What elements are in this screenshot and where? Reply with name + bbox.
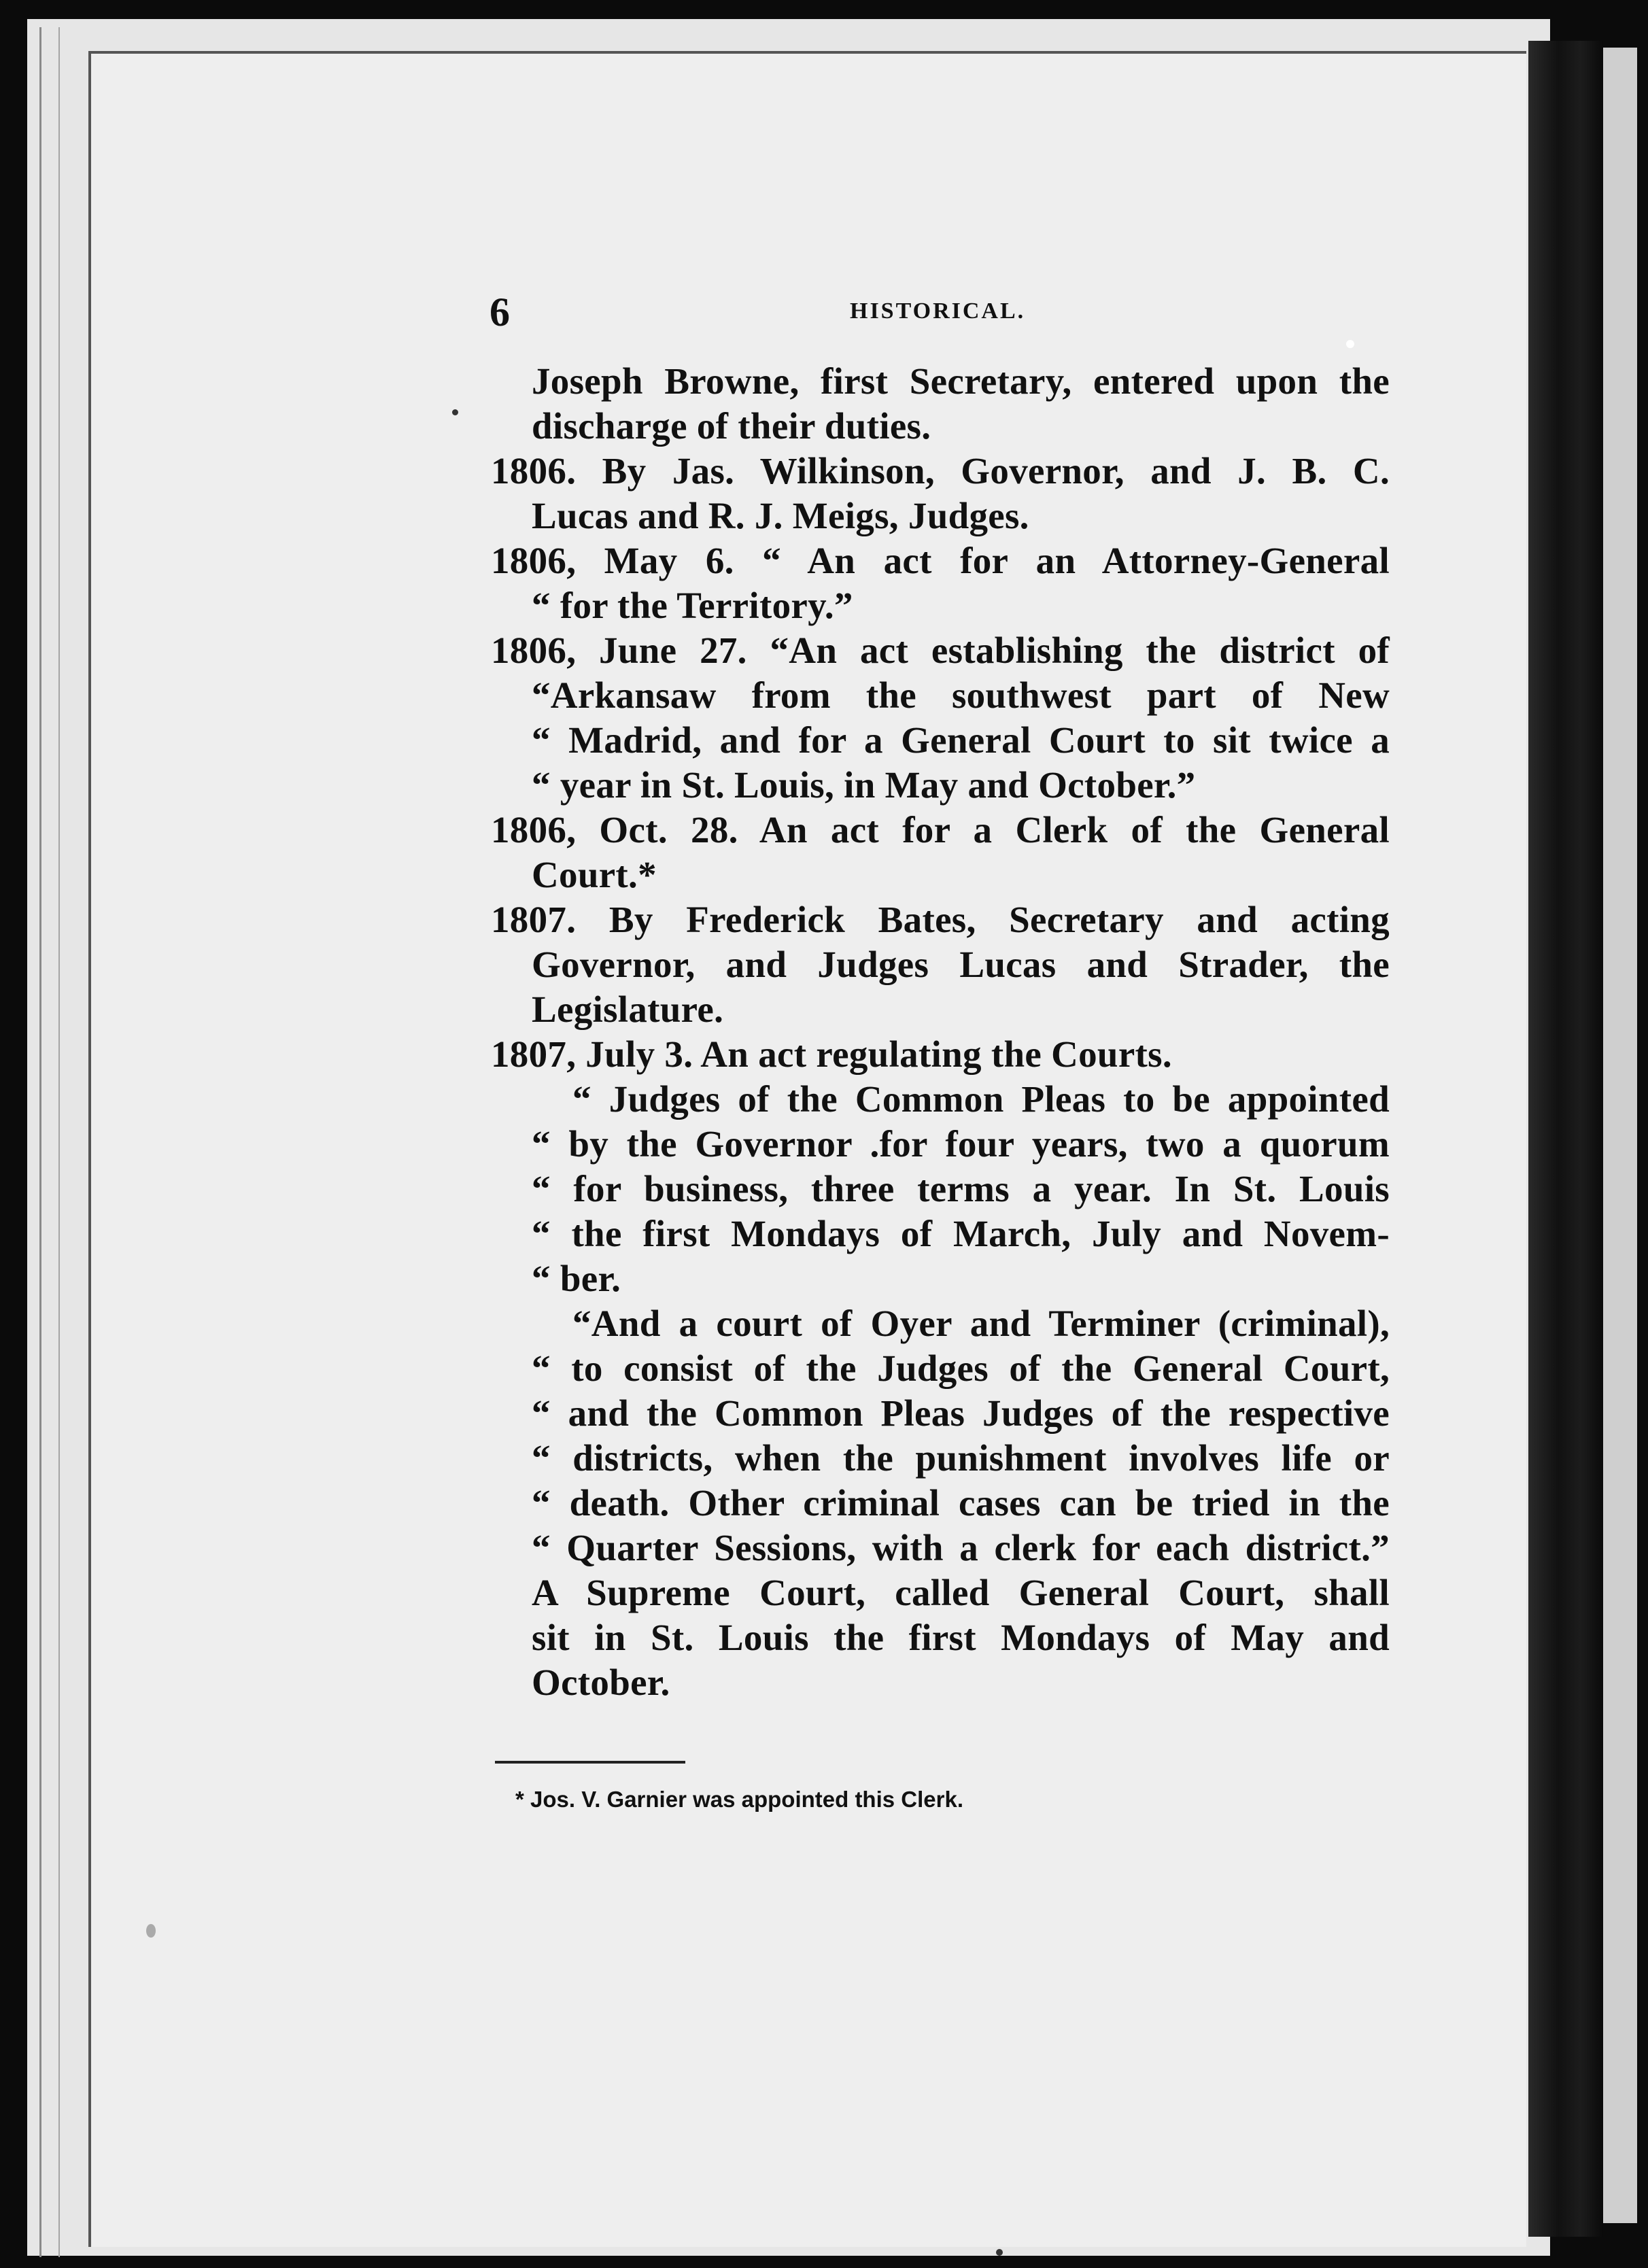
footnote-rule	[495, 1761, 685, 1764]
text-line: “ ber.	[532, 1258, 621, 1299]
text-line: “ Quarter Sessions, with a clerk for each district.”	[532, 1527, 1390, 1568]
text-line: “ and the Common Pleas Judges of the respective	[532, 1392, 1390, 1434]
scan-speck	[146, 1924, 156, 1938]
text-line: 1806, May 6. “ An act for an Attorney-General	[491, 540, 1390, 581]
text-line: Lucas and R. J. Meigs, Judges.	[532, 495, 1029, 536]
footnote: * Jos. V. Garnier was appointed this Clerk.	[515, 1787, 964, 1812]
page-edge-line	[39, 27, 41, 2257]
page-edge-line	[58, 27, 60, 2257]
text-line: 1807. By Frederick Bates, Secretary and acting	[491, 899, 1390, 940]
text-line: 1806. By Jas. Wilkinson, Governor, and J. B. C.	[491, 450, 1390, 492]
text-line: 1806, June 27. “An act establishing the district of	[491, 630, 1390, 671]
text-line: Court.*	[532, 854, 657, 895]
page-header	[490, 289, 1394, 334]
text-line: sit in St. Louis the first Mondays of May and	[532, 1617, 1390, 1658]
text-line: “And a court of Oyer and Terminer (criminal),	[572, 1303, 1390, 1344]
next-page-edge	[1603, 48, 1637, 2223]
text-line: 1807, July 3. An act regulating the Courts.	[491, 1033, 1172, 1075]
running-head: HISTORICAL.	[850, 298, 1026, 324]
text-line: “Arkansaw from the southwest part of New	[532, 674, 1390, 716]
text-line: “ for the Territory.”	[532, 585, 853, 626]
text-line: October.	[532, 1662, 670, 1703]
scan-speck	[996, 2249, 1003, 2256]
text-line: “ Madrid, and for a General Court to sit twice a	[532, 719, 1390, 761]
text-line: Legislature.	[532, 989, 724, 1030]
text-line: “ districts, when the punishment involves life or	[532, 1437, 1390, 1479]
text-line: “ by the Governor .for four years, two a quorum	[532, 1123, 1390, 1165]
text-line: “ the first Mondays of March, July and Novem-	[532, 1213, 1390, 1254]
scan-speck	[452, 409, 458, 415]
text-line: “ death. Other criminal cases can be tried in the	[532, 1482, 1390, 1524]
text-line: “ to consist of the Judges of the General Court,	[532, 1347, 1390, 1389]
text-line: Governor, and Judges Lucas and Strader, the	[532, 944, 1390, 985]
page-number: 6	[490, 290, 510, 334]
text-line: Joseph Browne, first Secretary, entered upon the	[532, 360, 1390, 402]
text-line: A Supreme Court, called General Court, shall	[532, 1572, 1390, 1613]
text-line: 1806, Oct. 28. An act for a Clerk of the General	[491, 809, 1390, 850]
text-line: “ Judges of the Common Pleas to be appointed	[572, 1078, 1390, 1120]
binding-gutter	[1528, 41, 1603, 2237]
text-line: “ year in St. Louis, in May and October.”	[532, 764, 1196, 806]
text-line: “ for business, three terms a year. In St. Louis	[532, 1168, 1390, 1209]
scan-speck	[1346, 340, 1354, 348]
text-line: discharge of their duties.	[532, 405, 931, 447]
